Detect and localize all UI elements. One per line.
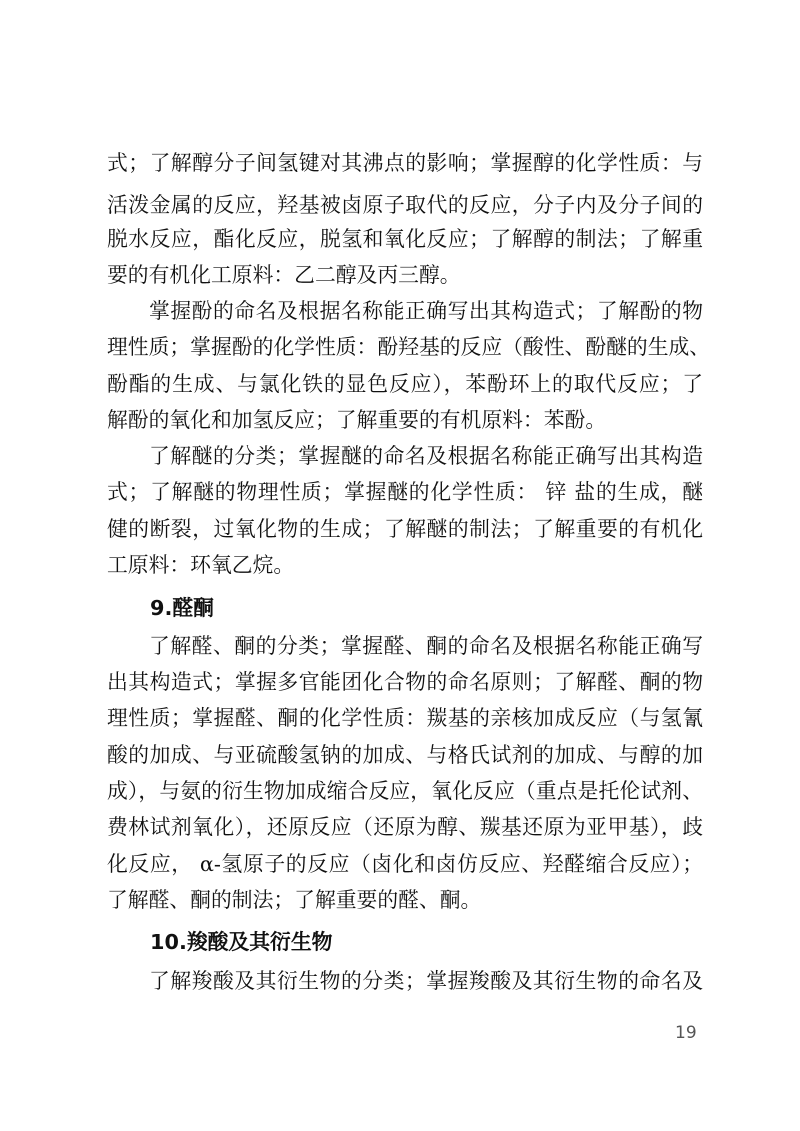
text-line: 成），与氨的衍生物加成缩合反应，氧化反应（重点是托伦试剂、 [107,779,703,803]
text-line: 化反应， α-氢原子的反应（卤化和卤仿反应、羟醛缩合反应）； [107,852,703,876]
section-heading: 10.羧酸及其衍生物 [150,930,333,954]
text-line: 工原料：环氧乙烷。 [107,553,295,577]
text-line: 式；了解醇分子间氢键对其沸点的影响；掌握醇的化学性质：与 [107,151,703,175]
text-line: 理性质；掌握酚的化学性质：酚羟基的反应（酸性、酚醚的生成、 [107,335,711,359]
text-line: 了解醛、酮的制法；了解重要的醛、酮。 [107,888,482,912]
text-line: 出其构造式；掌握多官能团化合物的命名原则；了解醛、酮的物 [107,670,703,694]
text-line: 理性质；掌握醛、酮的化学性质：羰基的亲核加成反应（与氢氰 [107,706,703,730]
text-line: 健的断裂，过氧化物的生成；了解醚的制法；了解重要的有机化 [107,517,703,541]
page-number: 19 [675,1023,697,1043]
text-line: 解酚的氧化和加氢反应；了解重要的有机原料：苯酚。 [107,408,607,432]
text-line: 费林试剂氧化），还原反应（还原为醇、羰基还原为亚甲基），歧 [107,815,703,839]
text-line: 掌握酚的命名及根据名称能正确写出其构造式；了解酚的物 [149,299,703,323]
text-line: 酸的加成、与亚硫酸氢钠的加成、与格氏试剂的加成、与醇的加 [107,743,703,767]
text-line: 了解醛、酮的分类；掌握醛、酮的命名及根据名称能正确写 [149,634,703,658]
text-line: 了解醚的分类；掌握醚的命名及根据名称能正确写出其构造 [149,444,703,468]
text-line: 活泼金属的反应，羟基被卤原子取代的反应，分子内及分子间的 [107,193,703,217]
text-line: 了解羧酸及其衍生物的分类；掌握羧酸及其衍生物的命名及 [149,969,703,993]
text-line: 式；了解醚的物理性质；掌握醚的化学性质： 锌 盐的生成，醚 [107,480,703,504]
text-line: 要的有机化工原料：乙二醇及丙三醇。 [107,263,461,287]
text-line: 脱水反应，酯化反应，脱氢和氧化反应；了解醇的制法；了解重 [107,227,703,251]
section-heading: 9.醛酮 [150,596,214,620]
text-line: 酚酯的生成、与氯化铁的显色反应），苯酚环上的取代反应；了 [107,372,703,396]
